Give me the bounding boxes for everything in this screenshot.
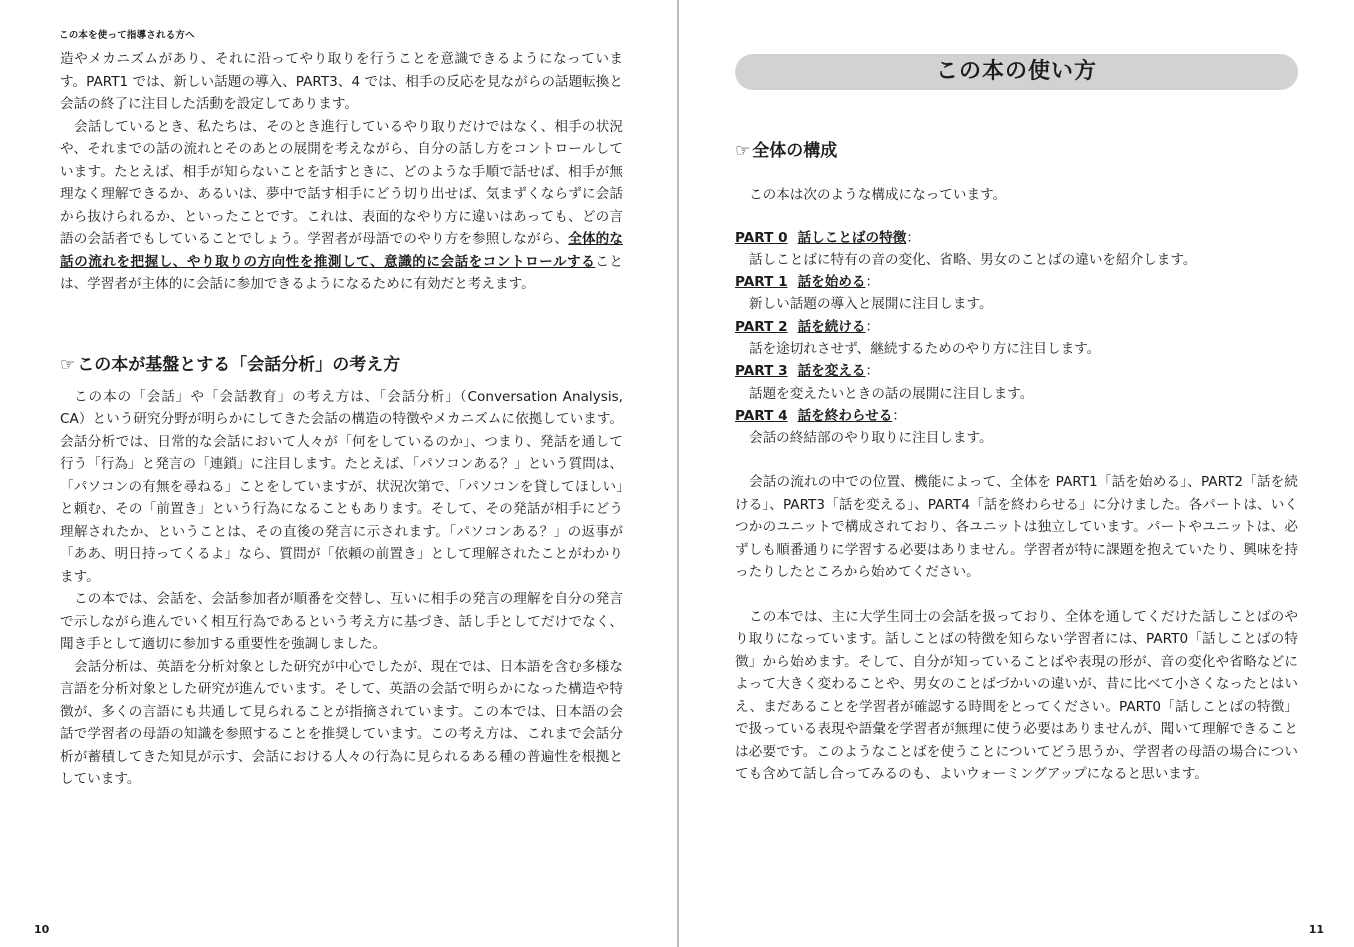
part-code: PART 1 [735,274,788,291]
part-description: 話題を変えたいときの話の展開に注目します。 [749,385,1034,402]
section-heading-structure [735,138,1298,164]
pointing-hand-icon: ☞ [735,141,751,161]
section-heading-text: 全体の構成 [752,141,838,161]
part-name: 話を変える [797,363,866,380]
emphasized-text: 全体的な話の流れを把握し、やり取りの方向性を推測して、意識的に会話をコントロールする [60,231,624,270]
part-colon: ： [865,318,880,335]
paragraph-ca-2: この本では、会話を、会話参加者が順番を交替し、互いに相手の発言の理解を自分の発言で示しながら進んでいく相互行為であるという考え方に基づき、話し手としてだけでなく、聞き手として適切に参加する重要性を強調しました。 [60,591,623,652]
part-colon: ： [865,274,880,291]
section-heading-text: この本が基盤とする「会話分析」の考え方 [77,354,401,375]
intro-text: この本は次のような構成になっています。 [749,187,1007,203]
paragraph-text: ことは、学習者が主体的に会話に参加できるようになるために有効だと考えます。 [60,253,624,292]
right-page [679,0,1354,947]
part-code: PART 2 [735,318,788,335]
part-colon: ： [892,407,906,424]
part-name: 話を終わらせる [797,407,893,424]
paragraph-usage: この本では、主に大学生同士の会話を扱っており、全体を通してくだけた話しことばのやり取りになっています。話しことばの特徴を知らない学習者には、PART0「話しことばの特徴」から始めます。そして、自分が知っていることばや表現の形が、音の変化や省略などによって大きく変わることや、男女のことばづかいの違いが、昔に比べて小さくなったとはいえ、まだあることを学習者が確認する時間をとってください。PART0「話しことばの特徴」で扱っている表現や語彙を学習者が無理に使う必要はありませんが、聞いて理解できることは必要です。このようなことばを使うことについてどう思うか、学習者の母語の場合についても含めて話し合ってみるのも、よいウォーミングアップになると思います。 [735,608,1298,783]
right-body [735,54,1298,786]
page-number: 11 [1308,923,1324,936]
part-colon: ： [906,229,920,246]
paragraph-continued: 造やメカニズムがあり、それに沿ってやり取りを行うことを意識できるようになっています。PART1 では、新しい話題の導入、PART3、4 では、相手の反応を見ながらの話題転換と会話の終了に注目した活動を設定してあります。 [60,51,623,112]
paragraph-ca-3: 会話分析は、英語を分析対象とした研究が中心でしたが、現在では、日本語を含む多様な言語を分析対象とした研究が進んでいます。そして、英語の会話で明らかになった構造や特徴が、多くの言語にも共通して見られることが指摘されています。この本では、日本語の会話で学習者の母語の知識を参照することを推奨しています。この考え方は、これまで会話分析が蓄積してきた知見が示す、会話における人々の行為に見られるある種の普遍性を根拠としています。 [60,658,623,787]
paragraph-text: 会話しているとき、私たちは、そのとき進行しているやり取りだけではなく、相手の状況や、それまでの話の流れとそのあとの展開を考えながら、自分の話し方をコントロールしています。たとえば、相手が知らないことを話すときに、どのような手順で話せば、相手が無理なく理解できるか、あるいは、夢中で話す相手にどう切り出せば、気まずくならずに会話から抜けられるか、といったことです。これは、表面的なやり方に違いはあっても、どの言語の会話者でもしていることでしょう。学習者が母語でのやり方を参照しながら、 [60,118,623,247]
part-item [735,227,1298,272]
part-colon: ： [865,363,880,380]
part-description: 話しことばに特有の音の変化、省略、男女のことばの違いを紹介します。 [749,251,1197,268]
part-item [735,405,1298,450]
part-code: PART 3 [735,363,788,380]
section-heading-ca [60,352,623,378]
part-code: PART 0 [735,229,788,246]
paragraph-control [60,116,623,296]
part-name: 話を始める [797,274,866,291]
part-item [735,316,1298,361]
part-description: 話を途切れさせず、継続するためのやり方に注目します。 [749,340,1101,357]
page-number: 10 [34,923,50,936]
part-item [735,360,1298,405]
running-head: この本を使って指導される方へ [59,30,195,41]
page-title: この本の使い方 [735,54,1298,90]
part-name: 話を続ける [797,318,866,335]
part-code: PART 4 [735,407,788,424]
part-description: 会話の終結部のやり取りに注目します。 [749,430,993,447]
pointing-hand-icon: ☞ [60,354,76,375]
parts-list [735,227,1298,450]
paragraph-ca-1: この本の「会話」や「会話教育」の考え方は、「会話分析」（Conversation Analysis, CA）という研究分野が明らかにしてきた会話の構造の特徴やメカニズムに依拠しています。会話分析では、日常的な会話において人々が「何をしているのか」、つまり、発話を通して行う「行為」と発言の「連鎖」に注目します。たとえば、「パソコンある？」という質問は、「パソコンの有無を尋ねる」ことをしていますが、状況次第で、「パソコンを貸してほしい」と頼む、その「前置き」という行為になることもあります。そして、その発話が相手にどう理解されたか、ということは、その直後の発言に示されます。「パソコンある？」の返事が「ああ、明日持ってくるよ」なら、質問が「依頼の前置き」として理解されたことがわかります。 [60,388,623,585]
part-description: 新しい話題の導入と展開に注目します。 [749,296,993,313]
left-body [60,48,623,791]
part-name: 話しことばの特徴 [797,229,907,246]
part-item [735,271,1298,316]
paragraph-structure: 会話の流れの中での位置、機能によって、全体を PART1「話を始める」、PART2「話を続ける」、PART3「話を変える」、PART4「話を終わらせる」に分けました。各パートは、いくつかのユニットで構成されており、各ユニットは独立しています。パートやユニットは、必ずしも順番通りに学習する必要はありません。学習者が特に課題を抱えていたり、興味を持ったりしたところから始めてください。 [735,474,1298,581]
